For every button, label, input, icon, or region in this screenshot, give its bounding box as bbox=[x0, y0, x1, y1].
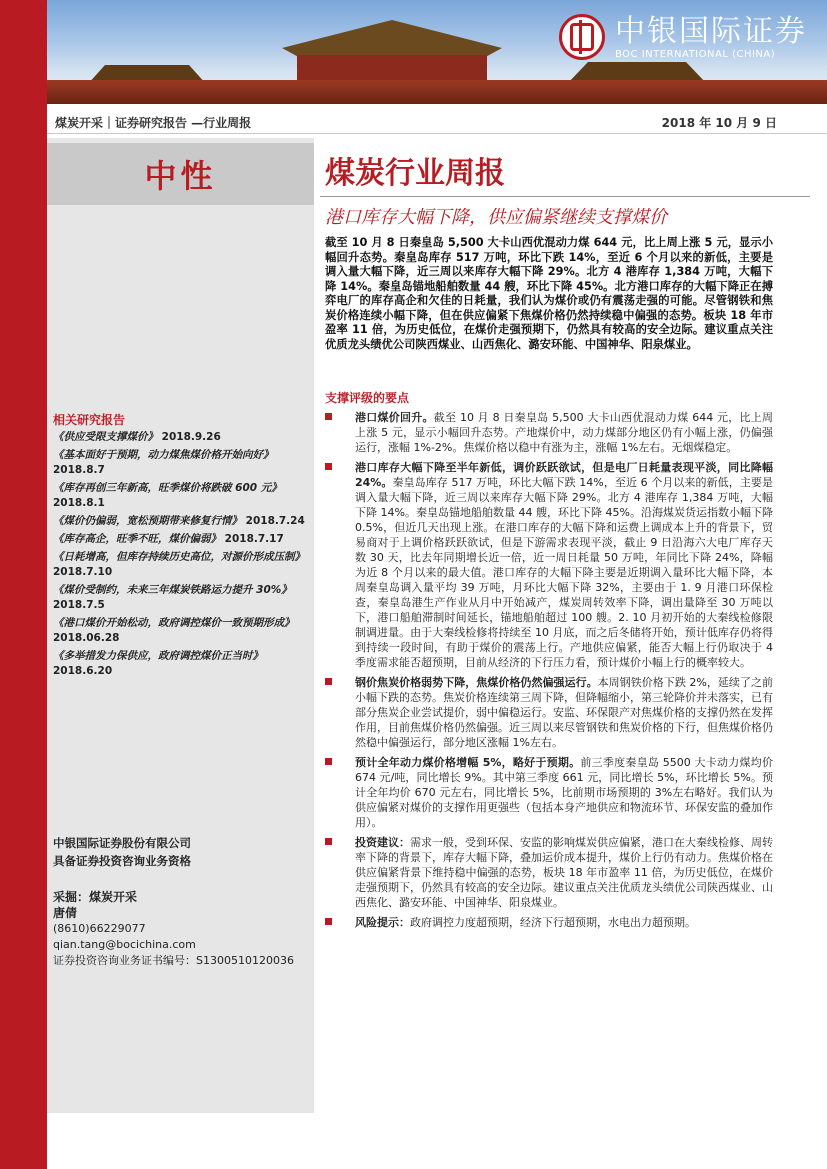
analyst-phone: (8610)66229077 bbox=[53, 922, 146, 935]
bullet-item: 预计全年动力煤价格增幅 5%，略好于预期。前三季度秦皇岛 5500 大卡动力煤均价 674 元/吨，同比增长 9%。其中第三季度 661 元，同比增长 5%，环比增长 5%。预计全年均价 670 元左右，同比增长 5%，比前期市场预期的 3%左右略好。我们认为供应偏紧对煤价的支撑作用更强些（包括本身产地供应和物流环节、环保安监的叠加作用）。 bbox=[325, 755, 773, 830]
bullet-item: 港口库存大幅下降至半年新低，调价跃跃欲试，但是电厂日耗量表现平淡，同比降幅 24%。秦皇岛库存 517 万吨，环比大幅下跌 14%，至近 6 个月以来的新低，主要是调入量大幅下降，近三周以来库存大幅下降 29%。北方 4 港库存 1,384 万吨，大幅下降 14%。秦皇岛锚地船舶数量 44 艘，环比下降 45%。沿海煤炭货运指数小幅下降 0.5%，但近几天出现上涨。在港口库存的大幅下降和运费上调成本上升的背景下，贸易商对于上调价格跃跃欲试，但是下游需求表现平淡，截止 9 日沿海六大电厂库存天数 30 天，比去年同期增长近一倍，近一周日耗量 50 万吨，年同比下降 24%，降幅为近 8 个月以来的最大值。港口库存的大幅下降主要是近期调入量环比大幅下降，本周秦皇岛调入量平均 39 万吨，月环比大幅下降 32%，主要由于 1. 9 月港口环保检查，秦皇岛港生产作业从月中开始减产，煤炭周转效率下降，调出量降至 30 万吨以下，港口船舶滞制时间延长，锚地船舶超过 100 艘。2. 10 月初开始的大秦线检修限制调进量。由于大秦线检修将持续至 10 月底，而之后冬储将开始，预计低库存仍将得到持续一段时间，有助于煤价的震荡上行。产地供应偏紧，能否大幅上行仍取决于 4 季度需求能否超预期，目前从经济的下行压力看，预计煤价小幅上行的概率较大。 bbox=[325, 460, 773, 670]
brand-name-en: BOC INTERNATIONAL (CHINA) bbox=[615, 48, 776, 60]
related-reports-heading: 相关研究报告 bbox=[53, 413, 126, 427]
title-divider bbox=[320, 196, 810, 197]
summary-paragraph: 截至 10 月 8 日秦皇岛 5,500 大卡山西优混动力煤 644 元，比上周上涨 5 元，显示小幅回升态势。秦皇岛库存 517 万吨，环比下跌 14%，至近 6 个月以来的新低，主要是调入量大幅下降，近三周以来库存大幅下降 29%。北方 4 港库存 1,384 万吨，大幅下降 14%。秦皇岛锚地船舶数量 44 艘，环比下降 45%。北方港口库存的大幅下降正在搏弈电厂的库存高企和欠佳的日耗量，我们认为煤价或仍有震荡走强的可能。尽管钢铁和焦炭价格连续小幅下降，但在供应偏紧下焦煤价格仍然持续稳中偏强的态势。板块 18 年市盈率 11 倍，为历史低位，在煤价走强预期下，仍然具有较高的安全边际。建议重点关注优质龙头绩优公司陕西煤业、山西焦化、潞安环能、中国神华、阳泉煤业。 bbox=[325, 236, 773, 351]
bullet-item: 港口煤价回升。截至 10 月 8 日秦皇岛 5,500 大卡山西优混动力煤 644 元，比上周上涨 5 元，显示小幅回升态势。产地煤价中，动力煤部分地区仍有小幅上涨，仍偏强运行，涨幅 1%-2%。焦煤价格以稳中有涨为主，涨幅 1%左右。无烟煤稳定。 bbox=[325, 410, 773, 455]
related-report-link[interactable]: 《港口煤价开始松动，政府调控煤价一致预期形成》 2018.06.28 bbox=[53, 617, 295, 644]
bullet-list bbox=[325, 410, 773, 935]
rating-box bbox=[47, 143, 314, 205]
page-title: 煤炭行业周报 bbox=[325, 156, 505, 191]
related-report-link[interactable]: 《基本面好于预期，动力煤焦煤价格开始向好》 2018.8.7 bbox=[53, 449, 274, 476]
bullet-item: 钢价焦炭价格弱势下降，焦煤价格仍然偏强运行。本周钢铁价格下跌 2%，延续了之前小幅下跌的态势。焦炭价格连续第三周下降，但降幅缩小，第三轮降价并未落实，已有部分焦炭企业尝试提价，弱中偏稳运行。安监、环保限产对焦煤价格的支撑仍然在发挥作用，目前焦煤价格仍然偏强。近三周以来尽管钢铁和焦炭价格的下行，但焦煤价格仍然稳中偏强运行，部分地区涨幅 1%左右。 bbox=[325, 675, 773, 750]
analyst-sector: 采掘：煤炭开采 bbox=[53, 890, 138, 904]
palace-roof-image bbox=[282, 20, 502, 60]
related-report-link[interactable]: 《库存高企，旺季不旺，煤价偏弱》 2018.7.17 bbox=[53, 533, 284, 545]
bullet-square-icon bbox=[325, 758, 332, 765]
related-report-link[interactable]: 《多举措发力保供应，政府调控煤价正当时》 2018.6.20 bbox=[53, 650, 263, 677]
bullet-square-icon bbox=[325, 678, 332, 685]
rating-label: 中性 bbox=[144, 157, 217, 195]
company-info: 中银国际证券股份有限公司 具备证券投资咨询业务资格 bbox=[53, 836, 191, 868]
analyst-email[interactable]: qian.tang@bocichina.com bbox=[53, 938, 196, 951]
brand-logo bbox=[559, 14, 807, 60]
analyst-info bbox=[53, 889, 294, 969]
related-report-link[interactable]: 《日耗增高，但库存持续历史高位，对源价形成压制》 2018.7.10 bbox=[53, 551, 305, 578]
related-report-link[interactable]: 《煤价受制约，未来三年煤炭铁路运力提升 30%》 2018.7.5 bbox=[53, 584, 292, 611]
analyst-license: 证券投资咨询业务证书编号：S1300510120036 bbox=[53, 954, 294, 967]
boc-logo-icon bbox=[559, 14, 605, 60]
bullet-square-icon bbox=[325, 413, 332, 420]
bullet-item: 投资建议：需求一般，受到环保、安监的影响煤炭供应偏紧，港口在大秦线检修、周转率下降的背景下，库存大幅下降，叠加运价成本提升，煤价上行仍有动力。焦煤价格在供应偏紧背景下维持稳中偏强的态势，板块 18 年市盈率 11 倍，为历史低位，在煤价走强预期下，仍然具有较高的安全边际。建议重点关注优质龙头绩优公司陕西煤业、山西焦化、潞安环能、中国神华、阳泉煤业。 bbox=[325, 835, 773, 910]
analyst-name: 唐倩 bbox=[53, 906, 78, 920]
page-subtitle: 港口库存大幅下降，供应偏紧继续支撑煤价 bbox=[325, 207, 667, 228]
related-reports-list bbox=[53, 430, 311, 682]
left-red-rule bbox=[0, 0, 47, 1169]
bullet-item: 风险提示：政府调控力度超预期，经济下行超预期，水电出力超预期。 bbox=[325, 915, 773, 930]
bullet-square-icon bbox=[325, 838, 332, 845]
report-date: 2018 年 10 月 9 日 bbox=[661, 116, 777, 130]
points-heading: 支撑评级的要点 bbox=[325, 391, 410, 405]
brand-name-cn: 中银国际证券 bbox=[615, 13, 807, 49]
breadcrumb-bar bbox=[47, 111, 827, 134]
bullet-square-icon bbox=[325, 918, 332, 925]
breadcrumb: 煤炭开采｜证券研究报告 —行业周报 bbox=[55, 116, 252, 130]
bullet-square-icon bbox=[325, 463, 332, 470]
header-banner bbox=[47, 0, 827, 104]
related-report-link[interactable]: 《供应受限支撑煤价》 2018.9.26 bbox=[53, 431, 221, 443]
related-report-link[interactable]: 《库存再创三年新高，旺季煤价将跌破 600 元》 2018.8.1 bbox=[53, 482, 282, 509]
related-report-link[interactable]: 《煤价仍偏弱，宽松预期带来修复行情》 2018.7.24 bbox=[53, 515, 305, 527]
